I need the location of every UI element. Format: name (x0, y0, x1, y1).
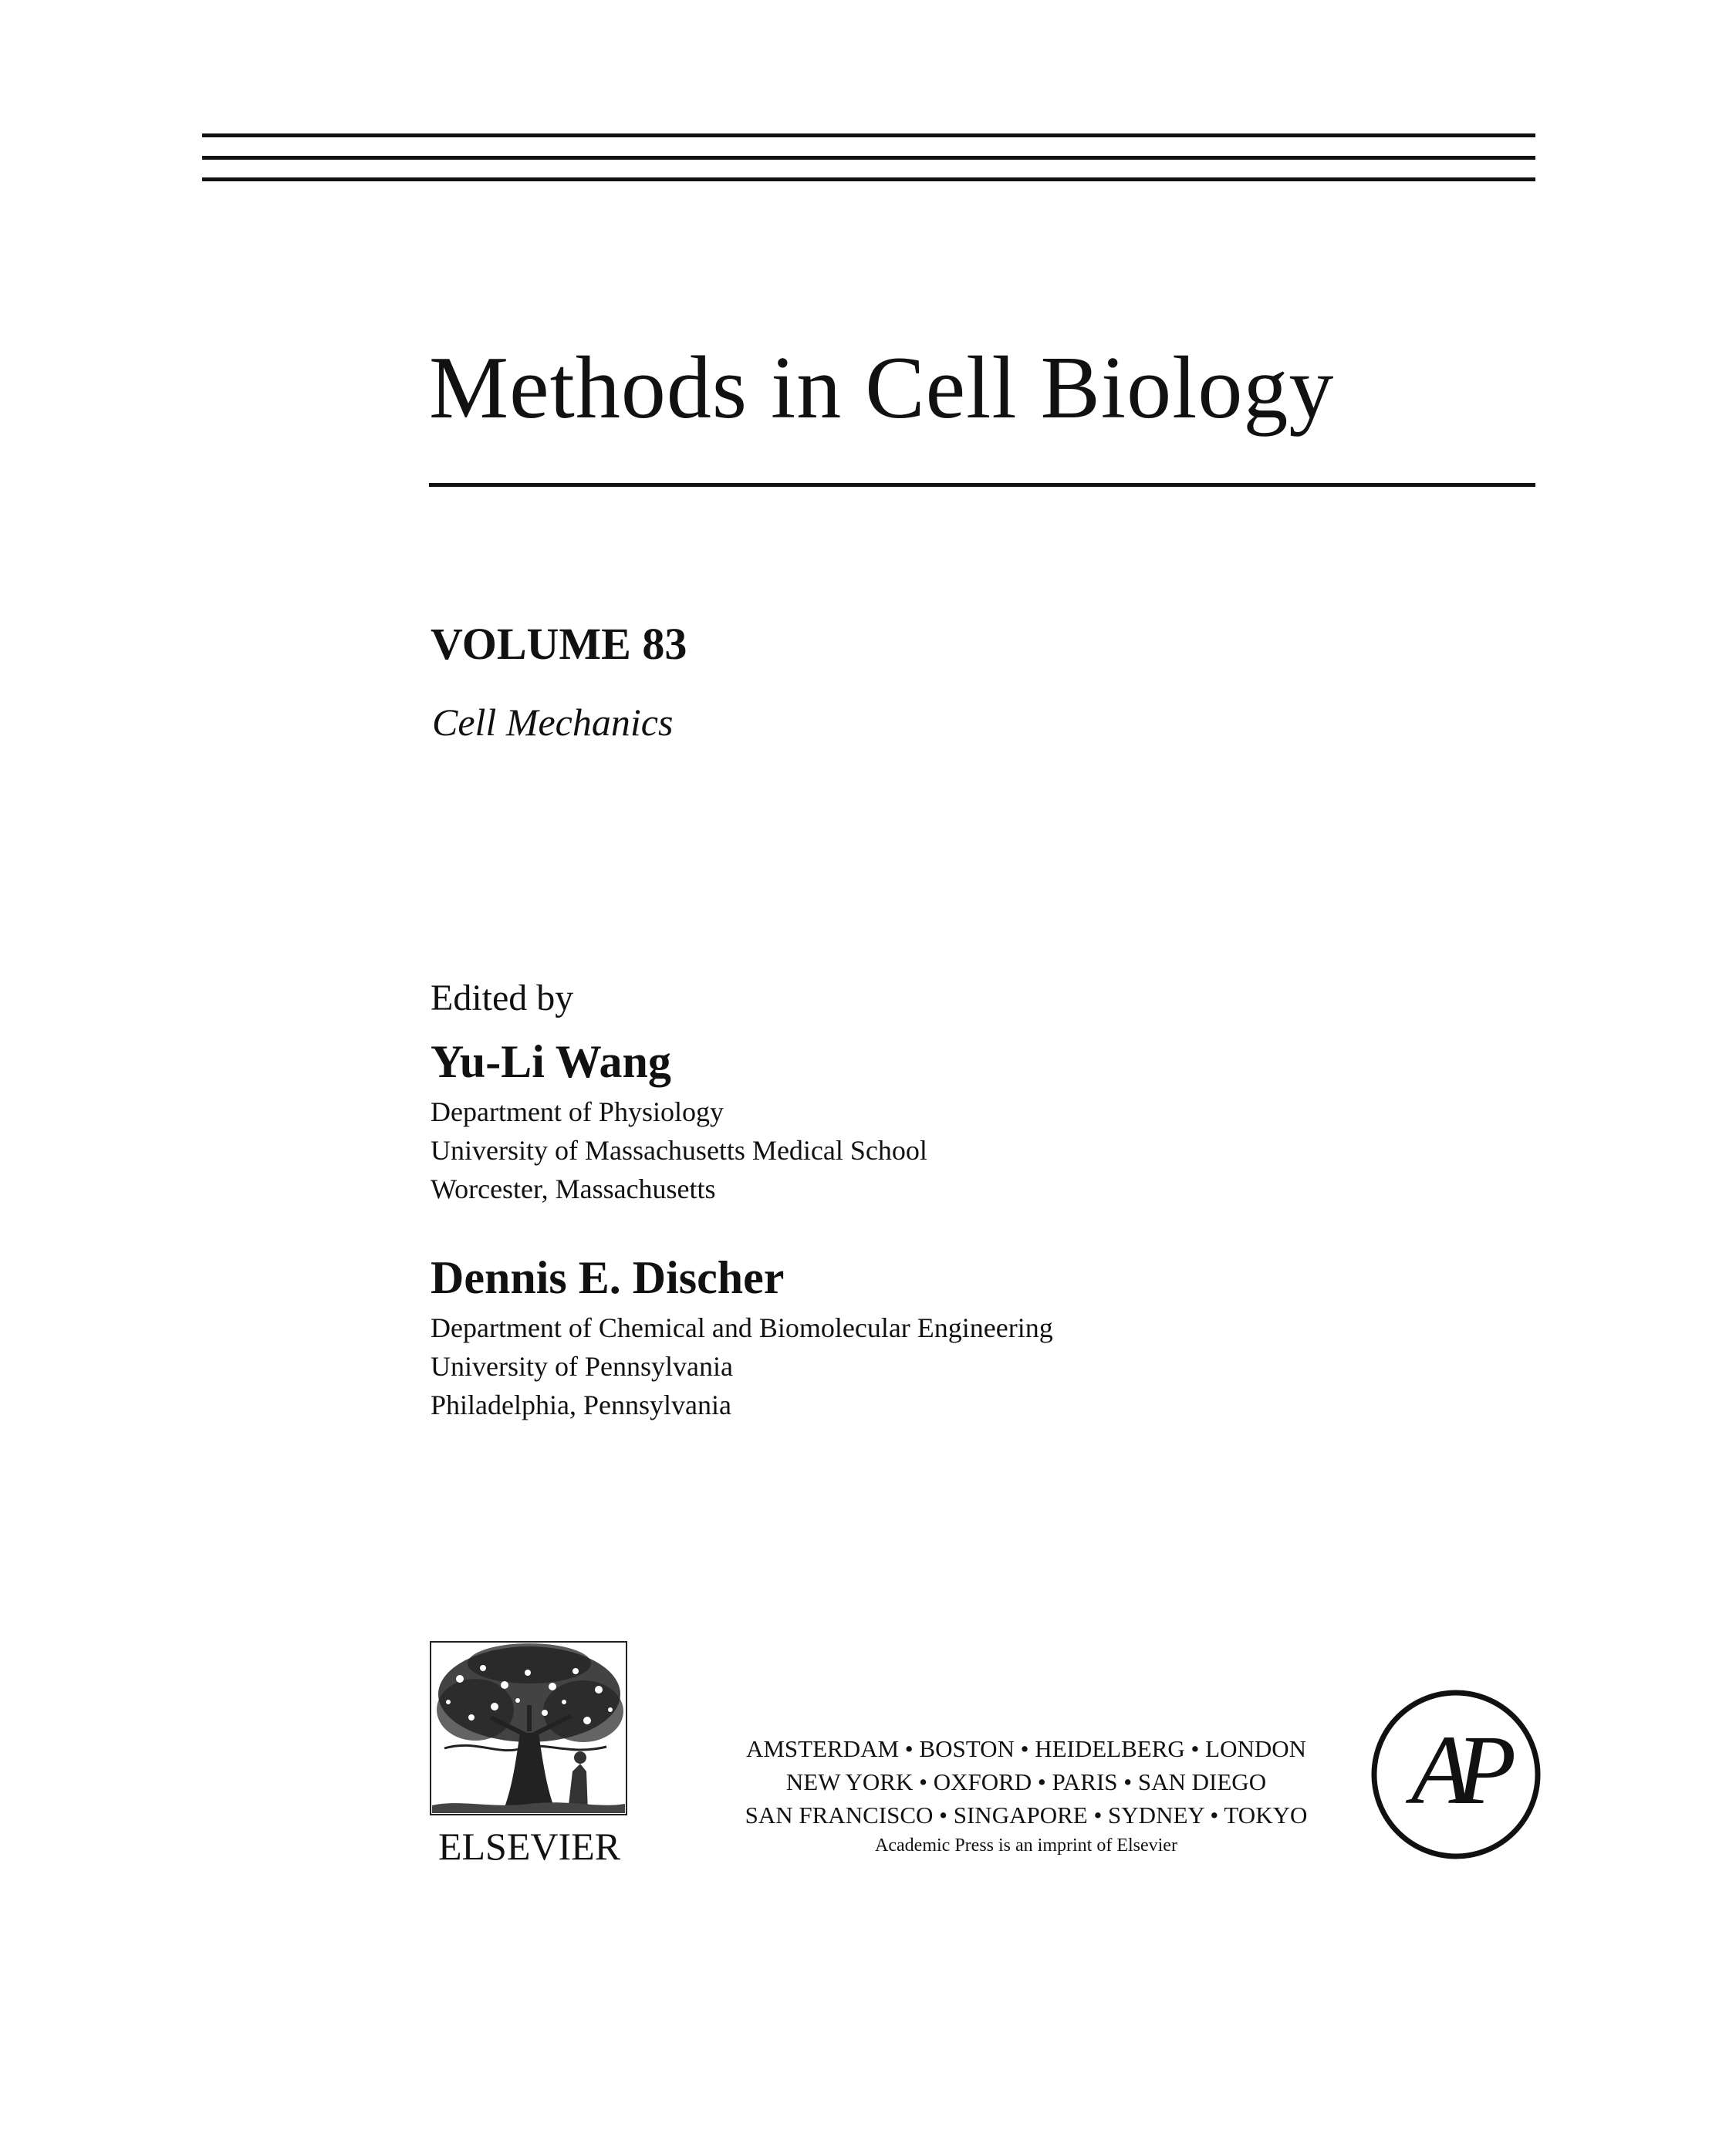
elsevier-tree-logo (429, 1640, 630, 1867)
elsevier-tree-icon (429, 1640, 630, 1867)
cities-line-1: AMSTERDAM • BOSTON • HEIDELBERG • LONDON (745, 1735, 1307, 1762)
editor-affiliation-2 (431, 1309, 1053, 1424)
top-rule-2 (202, 156, 1535, 160)
editor-affiliation-1 (431, 1092, 927, 1208)
edited-by-label: Edited by (431, 978, 574, 1018)
editor-name-1: Yu-Li Wang (431, 1036, 671, 1087)
affiliation-line: University of Pennsylvania (431, 1351, 733, 1382)
affiliation-line: Department of Physiology (431, 1096, 724, 1127)
series-title: Methods in Cell Biology (429, 339, 1335, 437)
affiliation-line: Department of Chemical and Biomolecular Engineering (431, 1312, 1053, 1343)
imprint-note: Academic Press is an imprint of Elsevier (875, 1835, 1177, 1856)
editor-name-2: Dennis E. Discher (431, 1252, 785, 1303)
volume-title: Cell Mechanics (432, 701, 674, 744)
affiliation-line: University of Massachusetts Medical School (431, 1135, 927, 1166)
cities-line-2: NEW YORK • OXFORD • PARIS • SAN DIEGO (785, 1768, 1267, 1795)
publisher-cities (640, 1732, 1412, 1859)
top-rule-3 (202, 177, 1535, 181)
academic-press-logo (1369, 1687, 1543, 1862)
top-rule-1 (202, 133, 1535, 137)
cities-line-3: SAN FRANCISCO • SINGAPORE • SYDNEY • TOKYO (745, 1802, 1308, 1829)
affiliation-line: Worcester, Massachusetts (431, 1173, 716, 1204)
elsevier-wordmark: ELSEVIER (437, 1825, 621, 1867)
title-underline (429, 483, 1535, 487)
ap-circle-icon (1369, 1687, 1543, 1862)
volume-number: VOLUME 83 (431, 619, 687, 669)
affiliation-line: Philadelphia, Pennsylvania (431, 1390, 731, 1420)
ap-logo-text: AP (1410, 1715, 1501, 1825)
